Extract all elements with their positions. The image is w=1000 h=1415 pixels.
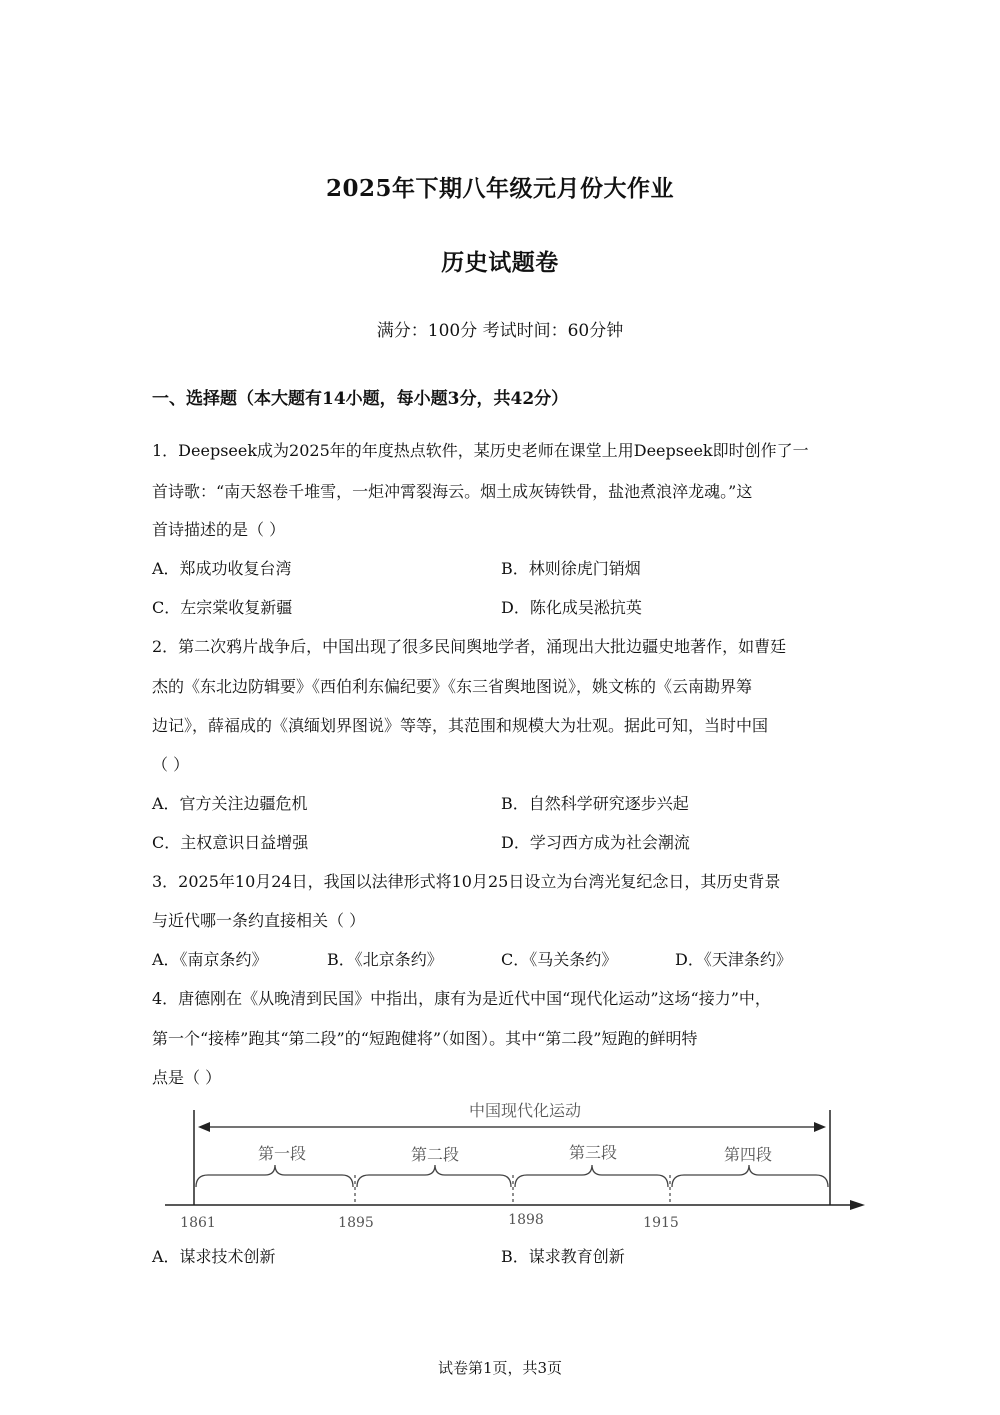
segment-label-1: 第一段 <box>257 1144 307 1163</box>
brace-segment-1 <box>196 1165 353 1187</box>
span-arrow-left-head <box>198 1122 210 1132</box>
exam-meta: 满分：100分 考试时间：60分钟 <box>376 321 624 341</box>
brace-segment-2 <box>357 1165 511 1187</box>
question-2-line-4: （ ） <box>152 755 190 774</box>
question-4-line-1: 4．唐德刚在《从晚清到民国》中指出，康有为是近代中国“现代化运动”这场“接力”中， <box>152 989 771 1008</box>
question-2-option-b: B．自然科学研究逐步兴起 <box>501 794 689 813</box>
question-2-line-1: 2．第二次鸦片战争后，中国出现了很多民间舆地学者，涌现出大批边疆史地著作，如曹廷 <box>152 637 787 656</box>
exam-subtitle: 历史试题卷 <box>441 249 559 276</box>
segment-label-4: 第四段 <box>723 1145 773 1164</box>
year-label-1915: 1915 <box>643 1215 679 1231</box>
question-1-option-c: C．左宗棠收复新疆 <box>152 598 293 617</box>
question-1-line-2: 首诗歌：“南天怒卷千堆雪，一炬冲霄裂海云。烟土成灰铸铁骨，盐池煮浪淬龙魂。”这 <box>152 482 753 501</box>
span-arrow-right-head <box>814 1122 826 1132</box>
question-2-option-d: D．学习西方成为社会潮流 <box>501 833 690 852</box>
question-3-line-1: 3．2025年10月24日，我国以法律形式将10月25日设立为台湾光复纪念日，其历史背景 <box>152 872 781 891</box>
question-1-option-b: B．林则徐虎门销烟 <box>501 559 641 578</box>
question-2-line-2: 杰的《东北边防辑要》《西伯利东偏纪要》《东三省舆地图说》，姚文栋的《云南勘界筹 <box>152 677 753 696</box>
question-4-option-a: A．谋求技术创新 <box>152 1247 276 1266</box>
question-2-option-c: C．主权意识日益增强 <box>152 833 309 852</box>
exam-title: 2025年下期八年级元月份大作业 <box>325 175 674 202</box>
page-footer: 试卷第1页，共3页 <box>437 1359 563 1377</box>
question-4-line-3: 点是（ ） <box>152 1068 222 1087</box>
question-2-option-a: A．官方关注边疆危机 <box>152 794 308 813</box>
question-1-line-1: 1．Deepseek成为2025年的年度热点软件，某历史老师在课堂上用Deepseek即时创作了一 <box>152 441 809 460</box>
figure-title: 中国现代化运动 <box>468 1101 582 1120</box>
modernization-timeline-figure <box>160 1095 870 1235</box>
year-label-1898: 1898 <box>508 1212 544 1228</box>
question-1-option-d: D．陈化成吴淞抗英 <box>501 598 642 617</box>
question-1-option-a: A．郑成功收复台湾 <box>152 559 292 578</box>
question-4-option-b: B．谋求教育创新 <box>501 1247 625 1266</box>
year-label-1895: 1895 <box>338 1215 374 1231</box>
section-heading: 一、选择题（本大题有14小题，每小题3分，共42分） <box>152 389 569 409</box>
segment-label-2: 第二段 <box>410 1145 460 1164</box>
question-3-option-c: C．《马关条约》 <box>501 950 618 969</box>
question-4-line-2: 第一个“接棒”跑其“第二段”的“短跑健将”（如图）。其中“第二段”短跑的鲜明特 <box>152 1029 698 1048</box>
year-label-1861: 1861 <box>180 1215 216 1231</box>
question-3-option-b: B．《北京条约》 <box>327 950 443 969</box>
question-3-line-2: 与近代哪一条约直接相关（ ） <box>152 911 366 930</box>
brace-segment-4 <box>672 1165 828 1187</box>
question-3-option-a: A．《南京条约》 <box>152 950 268 969</box>
question-3-option-d: D．《天津条约》 <box>675 950 792 969</box>
question-1-line-3: 首诗描述的是（ ） <box>152 520 286 539</box>
timeline-axis-arrow <box>850 1200 865 1210</box>
segment-label-3: 第三段 <box>568 1143 618 1162</box>
brace-segment-3 <box>515 1165 668 1187</box>
question-2-line-3: 边记》，薛福成的《滇缅划界图说》等等，其范围和规模大为壮观。据此可知，当时中国 <box>152 716 769 735</box>
